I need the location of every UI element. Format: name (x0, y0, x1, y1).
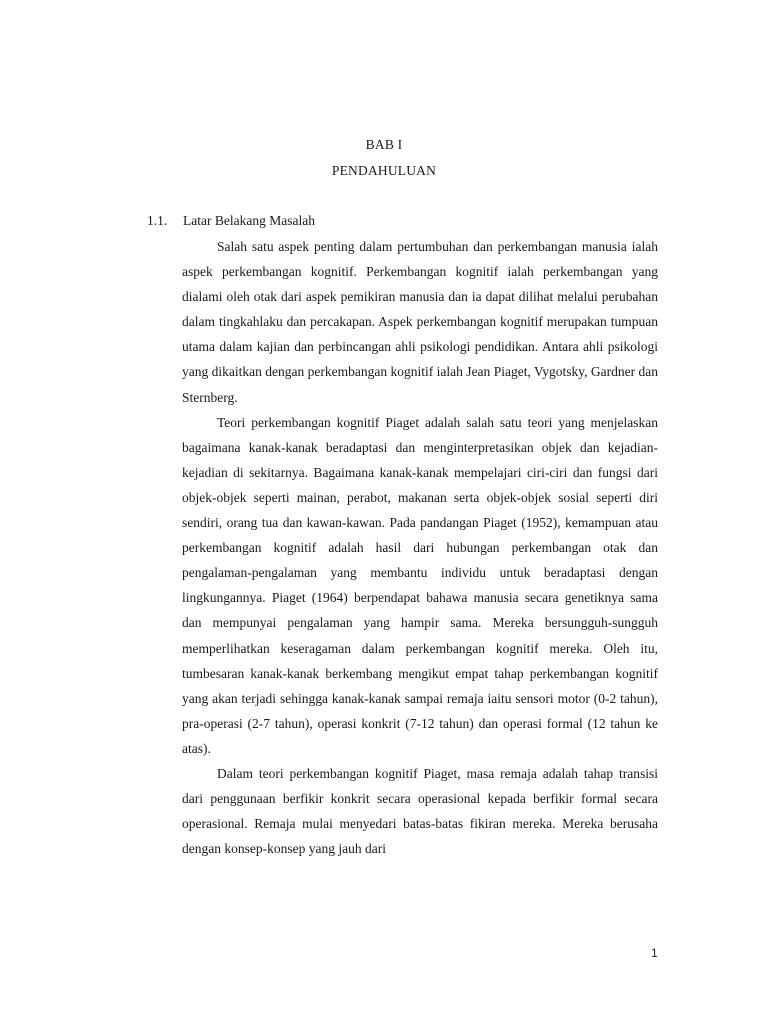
section-heading (147, 213, 315, 229)
paragraph: Salah satu aspek penting dalam pertumbuhan dan perkembangan manusia ialah aspek perkembangan kognitif. Perkembangan kognitif ialah perkembangan yang dialami oleh otak dari aspek pemikiran manusia dan ia dapat dilihat melalui perubahan dalam tingkahlaku dan percakapan. Aspek perkembangan kognitif merupakan tumpuan utama dalam kajian dan perbincangan ahli psikologi pendidikan. Antara ahli psikologi yang dikaitkan dengan perkembangan kognitif ialah Jean Piaget, Vygotsky, Gardner dan Sternberg. (182, 239, 658, 405)
body-text (182, 234, 658, 861)
chapter-title: PENDAHULUAN (331, 163, 437, 178)
paragraph: Teori perkembangan kognitif Piaget adalah salah satu teori yang menjelaskan bagaimana kanak-kanak beradaptasi dan menginterpretasikan objek dan kejadian-kejadian di sekitarnya. Bagaimana kanak-kanak mempelajari ciri-ciri dan fungsi dari objek-objek seperti mainan, perabot, makanan serta objek-objek sosial seperti diri sendiri, orang tua dan kawan-kawan. Pada pandangan Piaget (1952), kemampuan atau perkembangan kognitif adalah hasil dari hubungan perkembangan otak dan pengalaman-pengalaman yang membantu individu untuk beradaptasi dengan lingkungannya. Piaget (1964) berpendapat bahawa manusia secara genetiknya sama dan mempunyai pengalaman yang hampir sama. Mereka bersungguh-sungguh memperlihatkan keseragaman dalam perkembangan kognitif mereka. Oleh itu, tumbesaran kanak-kanak berkembang mengikut empat tahap perkembangan kognitif yang akan terjadi sehingga kanak-kanak sampai remaja iaitu sensori motor (0-2 tahun), pra-operasi (2-7 tahun), operasi konkrit (7-12 tahun) dan operasi formal (12 tahun ke atas). (182, 414, 658, 756)
section-number: 1.1. (147, 213, 168, 228)
section-title: Latar Belakang Masalah (183, 213, 315, 228)
page-number: 1 (651, 946, 658, 960)
paragraph: Dalam teori perkembangan kognitif Piaget, masa remaja adalah tahap transisi dari penggunaan berfikir konkrit secara operasional kepada berfikir formal secara operasional. Remaja mulai menyedari batas-batas fikiran mereka. Mereka berusaha dengan konsep-konsep yang jauh dari (182, 765, 658, 857)
chapter-heading: BAB I (365, 137, 403, 152)
